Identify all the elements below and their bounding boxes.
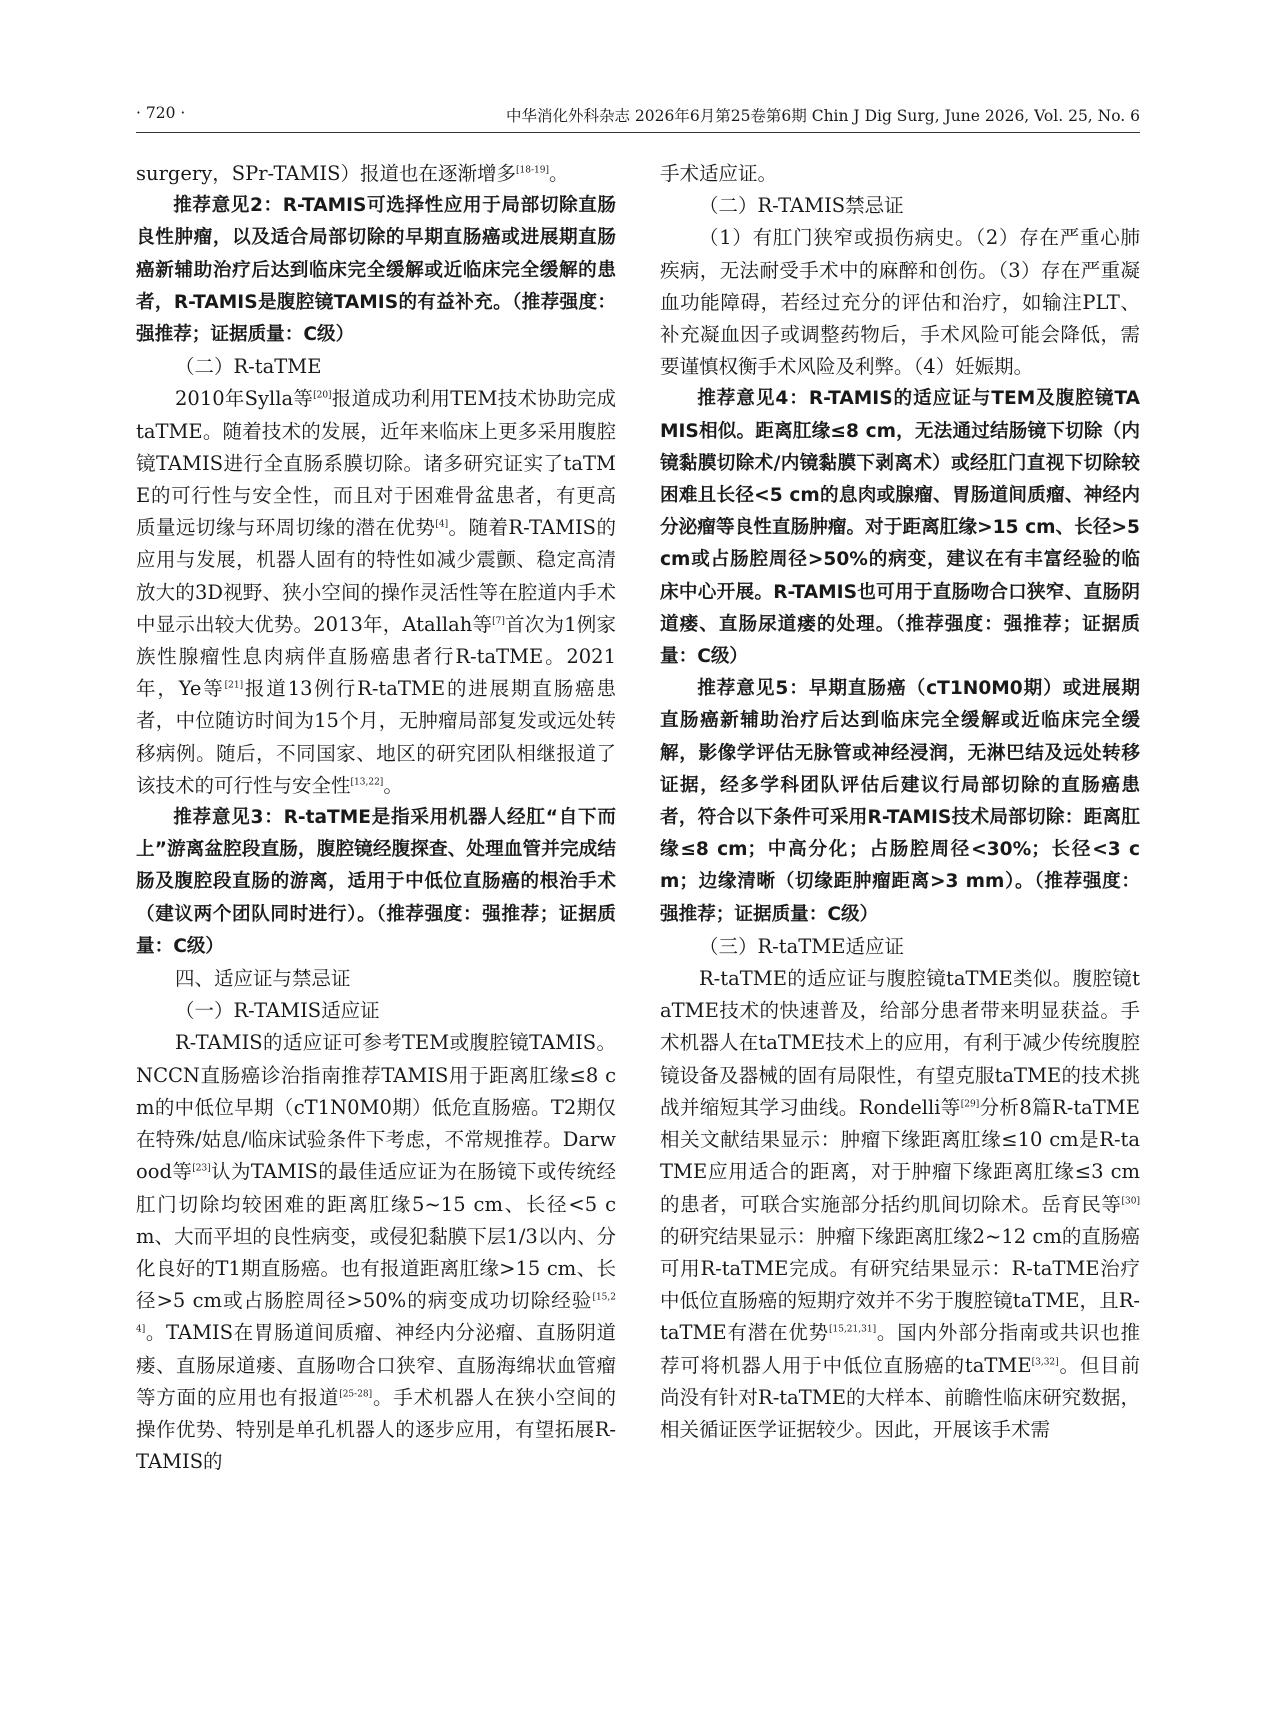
citation: [3,32] <box>1031 1357 1059 1368</box>
paragraph: R-taTME的适应证与腹腔镜taTME类似。腹腔镜taTME技术的快速普及，给部分患者带来明显获益。手术机器人在taTME技术上的应用，有利于减少传统腹腔镜设备及器械的固有局限性，有望克服taTME的技术挑战并缩短其学习曲线。Rondelli等[29]分析8篇R-taTME相关文献结果显示：肿瘤下缘距离肛缘≤10 cm是R-taTME应用适合的距离，对于肿瘤下缘距离肛缘≤3 cm的患者，可联合实施部分括约肌间切除术。岳育民等[30]的研究结果显示：肿瘤下缘距离肛缘2~12 cm的直肠癌可用R-taTME完成。有研究结果显示：R-taTME治疗中低位直肠癌的短期疗效并不劣于腹腔镜taTME，且R-taTME有潜在优势[15,21,31]。国内外部分指南或共识也推荐可将机器人用于中低位直肠癌的taTME[3,32]。但目前尚没有针对R-taTME的大样本、前瞻性临床研究数据，相关循证医学证据较少。因此，开展该手术需 <box>660 967 1140 1441</box>
citation: [25-28] <box>339 1389 373 1400</box>
citation: [15,24] <box>136 1292 616 1335</box>
paragraph: surgery，SPr-TAMIS）报道也在逐渐增多[18-19]。 <box>136 162 569 185</box>
citation: [15,21,31] <box>828 1324 877 1335</box>
right-column <box>660 158 1140 1446</box>
section-heading: （二）R-TAMIS禁忌证 <box>699 194 904 218</box>
citation: [18-19] <box>516 165 549 176</box>
section-heading: （二）R-taTME <box>175 355 322 379</box>
paragraph: 2010年Sylla等[20]报道成功利用TEM技术协助完成taTME。随着技术的发展，近年来临床上更多采用腹腔镜TAMIS进行全直肠系膜切除。诸多研究证实了taTME的可行性与安全性，而且对于困难骨盆患者，有更高质量远切缘与环周切缘的潜在优势[4]。随着R-TAMIS的应用与发展，机器人固有的特性如减少震颤、稳定高清放大的3D视野、狭小空间的操作灵活性等在腔道内手术中显示出较大优势。2013年，Atallah等[7]首次为1例家族性腺瘤性息肉病伴直肠癌患者行R-taTME。2021年，Ye等[21]报道13例行R-taTME的进展期直肠癌患者，中位随访时间为15个月，无肿瘤局部复发或远处转移病例。随后，不同国家、地区的研究团队相继报道了该技术的可行性与安全性[13,22]。 <box>136 387 616 797</box>
citation: [4] <box>435 519 449 530</box>
section-heading: （三）R-taTME适应证 <box>699 934 904 958</box>
recommendation-3: 推荐意见3：R-taTME是指采用机器人经肛“自下而上”游离盆腔段直肠，腹腔镜经腹探查、处理血管并完成结肠及腹腔段直肠的游离，适用于中低位直肠癌的根治手术（建议两个团队同时进行）。（推荐强度：强推荐；证据质量：C级） <box>136 807 616 957</box>
paragraph: 手术适应证。 <box>660 162 778 185</box>
recommendation-2: 推荐意见2：R-TAMIS可选择性应用于局部切除直肠良性肿瘤，以及适合局部切除的早期直肠癌或进展期直肠癌新辅助治疗后达到临床完全缓解或近临床完全缓解的患者，R-TAMIS是腹腔镜TAMIS的有益补充。（推荐强度：强推荐；证据质量：C级） <box>136 195 616 346</box>
citation: [30] <box>1121 1196 1140 1206</box>
recommendation-5: 推荐意见5：早期直肠癌（cT1N0M0期）或进展期直肠癌新辅助治疗后达到临床完全缓解或近临床完全缓解，影像学评估无脉管或神经浸润，无淋巴结及远处转移证据，经多学科团队评估后建议行局部切除的直肠癌患者，符合以下条件可采用R-TAMIS技术局部切除：距离肛缘≤8 cm；中高分化；占肠腔周径<30%；长径<3 cm；边缘清晰（切缘距肿瘤距离>3 mm）。（推荐强度：强推荐；证据质量：C级） <box>660 678 1140 925</box>
citation: [23] <box>192 1163 211 1174</box>
paragraph: （1）有肛门狭窄或损伤病史。（2）存在严重心肺疾病，无法耐受手术中的麻醉和创伤。（3）存在严重凝血功能障碍，若经过充分的评估和治疗，如输注PLT、补充凝血因子或调整药物后，手术风险可能会降低，需要谨慎权衡手术风险及利弊。（4）妊娠期。 <box>660 226 1140 379</box>
citation: [21] <box>224 680 244 691</box>
paragraph: R-TAMIS的适应证可参考TEM或腹腔镜TAMIS。NCCN直肠癌诊治指南推荐TAMIS用于距离肛缘≤8 cm的中低位早期（cT1N0M0期）低危直肠癌。T2期仅在特殊/姑息/临床试验条件下考虑，不常规推荐。Darwood等[23]认为TAMIS的最佳适应证为在肠镜下或传统经肛门切除均较困难的距离肛缘5~15 cm、长径<5 cm、大而平坦的良性病变，或侵犯黏膜下层1/3以内、分化良好的T1期直肠癌。也有报道距离肛缘>15 cm、长径>5 cm或占肠腔周径>50%的病变成功切除经验[15,24]。TAMIS在胃肠道间质瘤、神经内分泌瘤、直肠阴道瘘、直肠尿道瘘、直肠吻合口狭窄、直肠海绵状血管瘤等方面的应用也有报道[25-28]。手术机器人在狭小空间的操作优势、特别是单孔机器人的逐步应用，有望拓展R-TAMIS的 <box>136 1031 616 1474</box>
page-number: · 720 · <box>136 104 186 122</box>
citation: [20] <box>313 390 332 401</box>
left-column <box>136 158 616 1478</box>
citation: [7] <box>492 616 505 627</box>
section-heading: 四、适应证与禁忌证 <box>175 967 351 991</box>
recommendation-4: 推荐意见4：R-TAMIS的适应证与TEM及腹腔镜TAMIS相似。距离肛缘≤8 cm，无法通过结肠镜下切除（内镜黏膜切除术/内镜黏膜下剥离术）或经肛门直视下切除较困难且长径<5 cm的息肉或腺瘤、胃肠道间质瘤、神经内分泌瘤等良性直肠肿瘤。对于距离肛缘>15 cm、长径>5 cm或占肠腔周径>50%的病变，建议在有丰富经验的临床中心开展。R-TAMIS也可用于直肠吻合口狭窄、直肠阴道瘘、直肠尿道瘘的处理。（推荐强度：强推荐；证据质量：C级） <box>660 388 1140 668</box>
citation: [29] <box>960 1099 980 1110</box>
section-heading: （一）R-TAMIS适应证 <box>175 999 380 1023</box>
citation: [13,22] <box>350 777 384 788</box>
running-header <box>136 96 1140 133</box>
journal-citation: 中华消化外科杂志 2026年6月第25卷第6期 Chin J Dig Surg, June 2026, Vol. 25, No. 6 <box>505 107 1140 125</box>
